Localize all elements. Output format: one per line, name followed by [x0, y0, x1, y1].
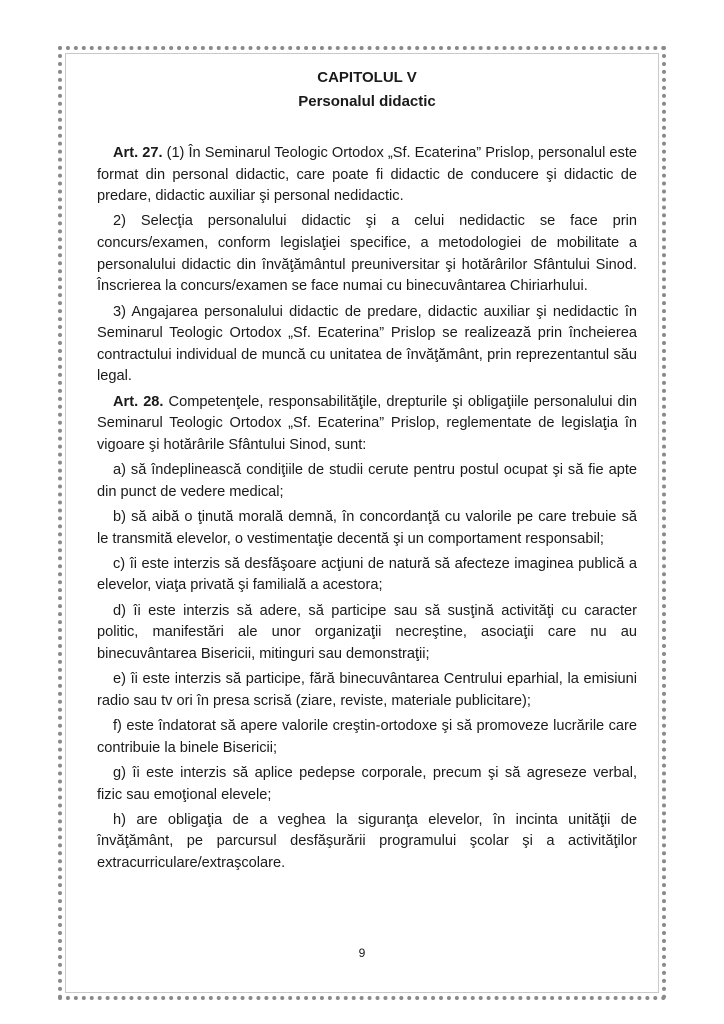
- document-content: [97, 66, 637, 878]
- paragraph-art-28: [97, 392, 637, 457]
- article-label: Art. 27.: [113, 145, 163, 161]
- paragraph-text: 3) Angajarea personalului didactic de predare, didactic auxiliar şi nedidactic în Seminarul Teologic Ortodox „Sf. Ecaterina” Prislop se realizează prin încheierea contractului individual de muncă cu unitatea de învăţământ, prin reprezentantul său legal.: [97, 303, 637, 385]
- list-item-text: b) să aibă o ţinută morală demnă, în concordanţă cu valorile pe care trebuie să le transmită elevelor, o vestimentaţie decentă şi un comportament responsabil;: [97, 508, 637, 547]
- chapter-title: CAPITOLUL V: [317, 69, 417, 86]
- paragraph-art-27-3: [97, 302, 637, 388]
- list-item-text: d) îi este interzis să adere, să participe sau să susţină activităţi cu caracter politic, manifestări ale unor organizaţii necreştine, asociaţii care nu au binecuvântarea Bisericii, mitinguri sau demonstraţii;: [97, 602, 637, 662]
- list-item-e: [97, 669, 637, 712]
- list-item-f: [97, 716, 637, 759]
- paragraph-art-27-1: [97, 143, 637, 208]
- list-item-text: e) îi este interzis să participe, fără binecuvântarea Centrului eparhial, la emisiuni radio sau tv ori în presa scrisă (ziare, reviste, materiale publicitare);: [97, 671, 637, 709]
- paragraph-art-27-2: [97, 211, 637, 297]
- paragraph-text: (1) În Seminarul Teologic Ortodox „Sf. Ecaterina” Prislop, personalul este format din personal didactic, care poate fi didactic de conducere şi didactic de predare, didactic auxiliar şi personal nedidactic.: [97, 145, 637, 205]
- list-item-text: f) este îndatorat să apere valorile creştin-ortodoxe şi să promoveze lucrările care contribuie la binele Bisericii;: [97, 718, 637, 756]
- list-item-text: h) are obligaţia de a veghea la siguranţa elevelor, în incinta unităţii de învăţământ, pe parcursul desfăşurării programului şcolar şi a activităţilor extracurriculare/extraşcolare.: [97, 811, 637, 871]
- page-number: 9: [358, 946, 366, 960]
- article-label: Art. 28.: [113, 393, 164, 410]
- list-item-text: a) să îndeplinească condiţiile de studii cerute pentru postul ocupat şi să fie apte din punct de vedere medical;: [97, 462, 637, 500]
- list-item-b: [97, 507, 637, 550]
- list-item-h: [97, 810, 637, 875]
- chapter-subtitle: Personalul didactic: [298, 93, 436, 110]
- list-item-a: [97, 460, 637, 503]
- list-item-g: [97, 763, 637, 806]
- list-item-d: [97, 601, 637, 666]
- list-item-c: [97, 554, 637, 597]
- list-item-text: c) îi este interzis să desfăşoare acţiuni de natură să afecteze imaginea publică a elevelor, viaţa privată şi familială a acestora;: [97, 555, 637, 594]
- paragraph-text: Competenţele, responsabilităţile, drepturile şi obligaţiile personalului din Seminarul Teologic Ortodox „Sf. Ecaterina” Prislop, reglementate de legislaţia în vigoare şi hotărârile Sfântului Sinod, sunt:: [97, 393, 637, 453]
- paragraph-text: 2) Selecţia personalului didactic şi a celui nedidactic se face prin concurs/examen, conform legislaţiei specifice, a metodologiei de mobilitate a personalului didactic din învăţământul preuniversitar şi hotărârilor Sfântului Sinod. Înscrierea la concurs/examen se face numai cu binecuvântarea Chiriarhului.: [97, 213, 637, 295]
- document-body: [97, 143, 637, 875]
- list-item-text: g) îi este interzis să aplice pedepse corporale, precum şi să agreseze verbal, fizic sau emoţional elevele;: [97, 764, 637, 803]
